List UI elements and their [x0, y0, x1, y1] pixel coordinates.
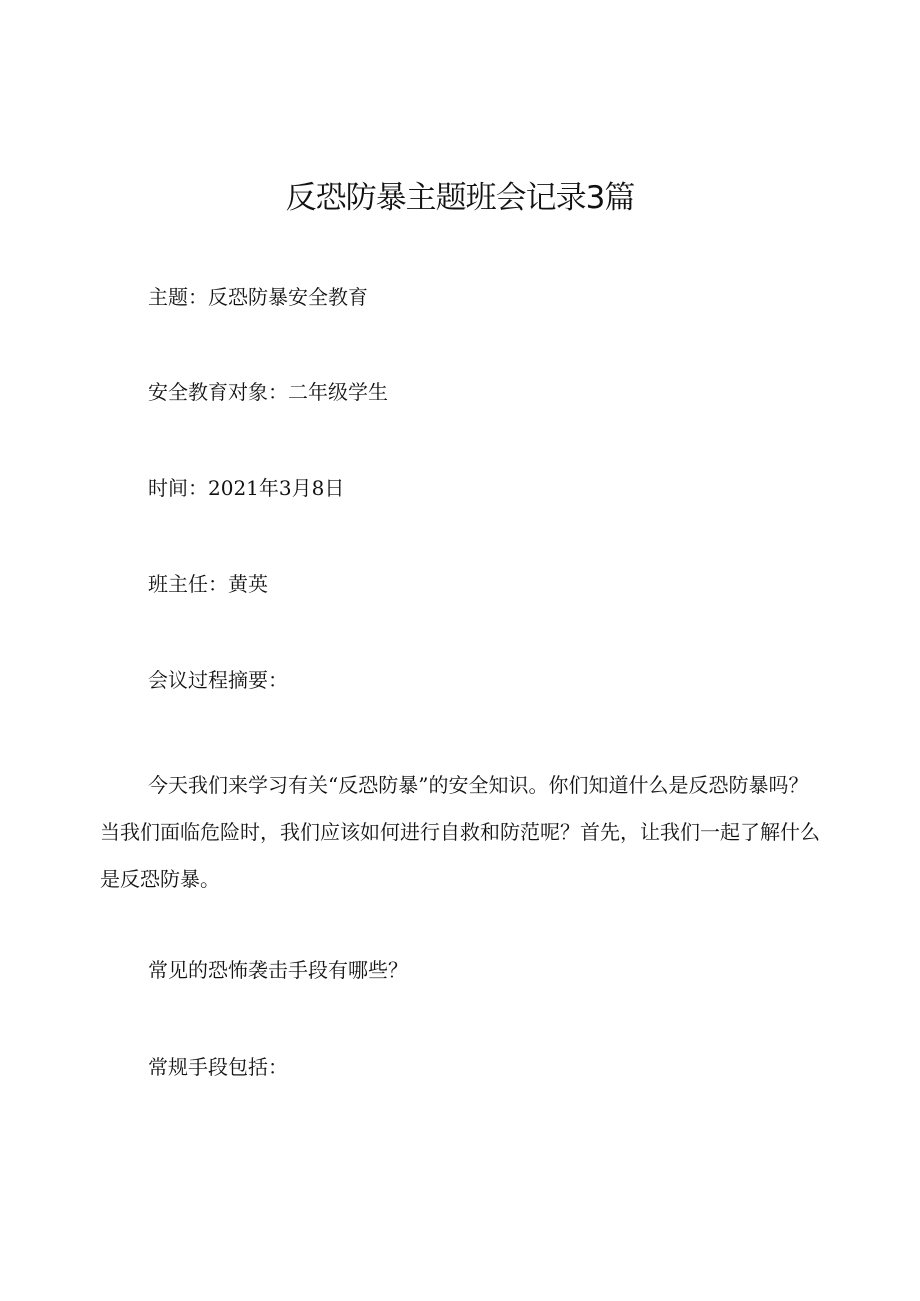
- topic-line: 主题：反恐防暴安全教育: [148, 285, 368, 309]
- question-line: 常见的恐怖袭击手段有哪些？: [148, 958, 408, 982]
- audience-line: 安全教育对象：二年级学生: [148, 380, 388, 404]
- teacher-line: 班主任：黄英: [148, 572, 268, 596]
- summary-heading: 会议过程摘要：: [148, 668, 288, 692]
- methods-subheading: 常规手段包括：: [148, 1055, 288, 1079]
- intro-paragraph: 今天我们来学习有关“反恐防暴”的安全知识。你们知道什么是反恐防暴吗？当我们面临危险时，我们应该如何进行自救和防范呢？首先，让我们一起了解什么是反恐防暴。: [100, 773, 820, 891]
- date-line: 时间：2021年3月8日: [148, 476, 345, 500]
- document-title: 反恐防暴主题班会记录3篇: [285, 180, 635, 216]
